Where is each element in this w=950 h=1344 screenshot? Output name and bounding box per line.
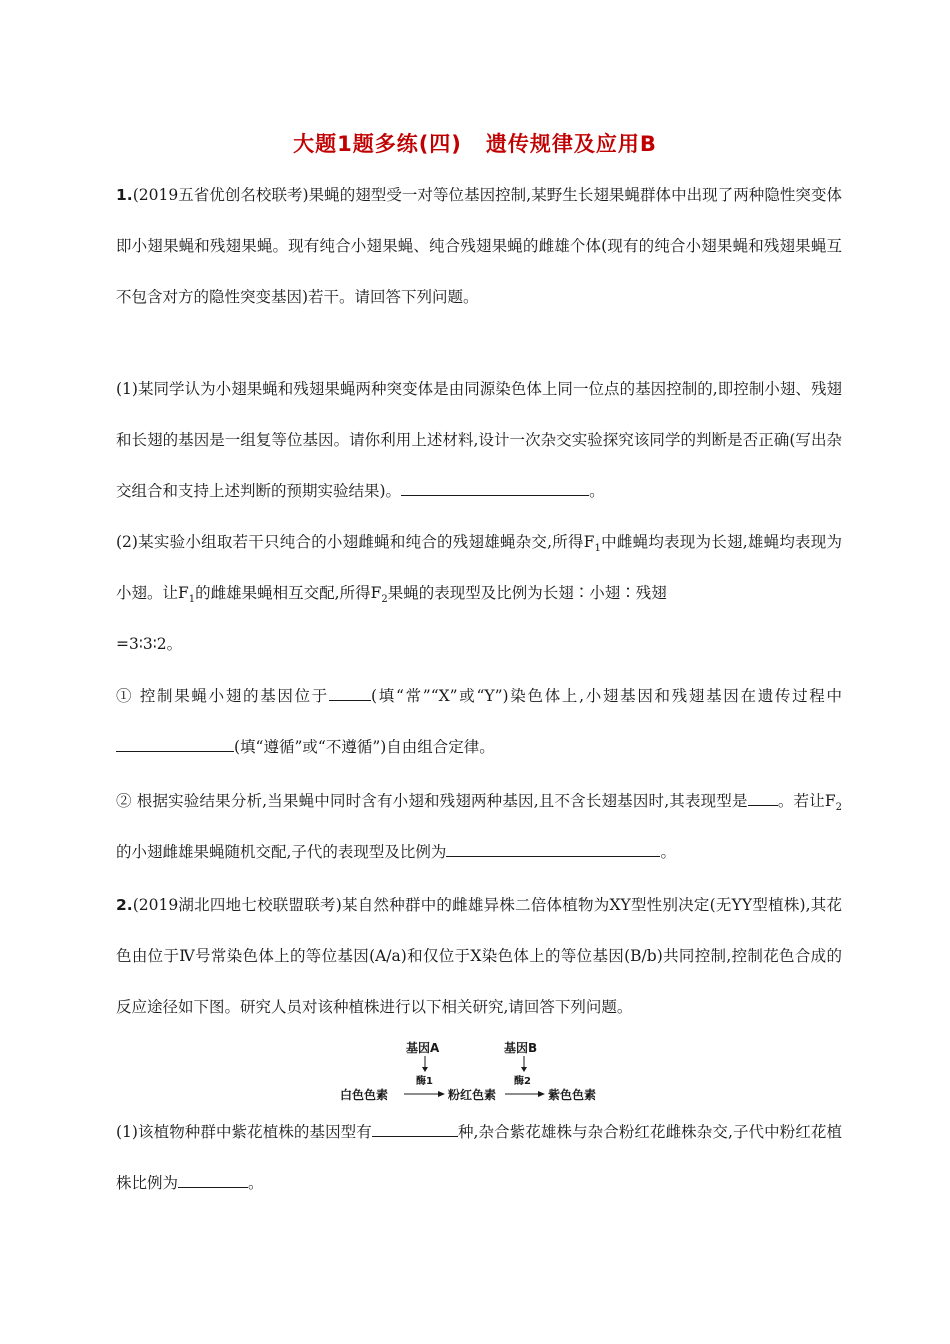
title-part2: 遗传规律及应用B <box>485 132 657 156</box>
q2-stem <box>116 880 842 1033</box>
q1-item2-text-a: ② 根据实验结果分析,当果蝇中同时含有小翅和残翅两种基因,且不含长翅基因时,其表现型是 <box>116 792 748 810</box>
q2-stem-text: (2019湖北四地七校联盟联考)某自然种群中的雌雄异株二倍体植物为XY型性别决定(无YY型植株),其花色由位于Ⅳ号常染色体上的等位基因(A/a)和仅位于X染色体上的等位基因(B/b)共同控制,控制花色合成的反应途径如下图。研究人员对该种植株进行以下相关研究,请回答下列问题。 <box>116 896 842 1016</box>
q2-sub1-text-c: 。 <box>248 1174 264 1192</box>
q2-sub1-text-a: (1)该植物种群中紫花植株的基因型有 <box>116 1123 372 1141</box>
q1-stem-text: (2019五省优创名校联考)果蝇的翅型受一对等位基因控制,某野生长翅果蝇群体中出现了两种隐性突变体即小翅果蝇和残翅果蝇。现有纯合小翅果蝇、纯合残翅果蝇的雌雄个体(现有的纯合小翅果蝇和残翅果蝇互不包含对方的隐性突变基因)若干。请回答下列问题。 <box>116 186 842 306</box>
q1-item2 <box>116 776 842 878</box>
page-title <box>0 128 950 158</box>
q2-sub1-text-b: 种,杂合紫花雄株与杂合粉红花雌株杂交,子代中粉红花植株比例为 <box>116 1123 842 1192</box>
pink-pigment-label: 粉红色素 <box>448 1088 497 1102</box>
q1-item1-text-c: (填“遵循”或“不遵循”)自由组合定律。 <box>234 738 495 756</box>
q1-item2-text-b: 。若让F <box>777 792 836 810</box>
q2-number: 2. <box>116 896 133 914</box>
phenotype-blank[interactable] <box>748 789 778 806</box>
f1-subscript: 1 <box>594 543 601 555</box>
gene-b-label: 基因B <box>504 1041 538 1055</box>
enzyme1-label: 酶1 <box>416 1076 433 1087</box>
q1-sub1-blank[interactable] <box>401 479 589 496</box>
q1-sub2-text-d: 果蝇的表现型及比例为长翅∶小翅∶残翅 <box>387 584 667 602</box>
f2-subscript: 2 <box>381 594 388 606</box>
gene-a-label: 基因A <box>406 1041 440 1055</box>
enzyme2-label: 酶2 <box>514 1076 531 1087</box>
q1-item2-text-c: 的小翅雌雄果蝇随机交配,子代的表现型及比例为 <box>116 843 447 861</box>
q1-sub1 <box>116 364 842 517</box>
pink-ratio-blank[interactable] <box>178 1171 248 1188</box>
q1-sub2-ratio: =3∶3∶2。 <box>116 635 183 653</box>
q1-item2-text-d: 。 <box>660 843 676 861</box>
title-part1: 大题1题多练(四) <box>293 132 462 156</box>
arrowhead-pink-to-purple <box>538 1091 545 1097</box>
gene-b-arrowhead <box>521 1067 527 1072</box>
white-pigment-label: 白色色素 <box>340 1088 389 1102</box>
q1-item1-text-a: ① 控制果蝇小翅的基因位于 <box>116 687 330 705</box>
arrowhead-white-to-pink <box>438 1091 445 1097</box>
gene-a-arrowhead <box>422 1067 428 1072</box>
q1-sub1-text: (1)某同学认为小翅果蝇和残翅果蝇两种突变体是由同源染色体上同一位点的基因控制的,即控制小翅、残翅和长翅的基因是一组复等位基因。请你利用上述材料,设计一次杂交实验探究该同学的判断是否正确(写出杂交组合和支持上述判断的预期实验结果)。 <box>116 380 842 500</box>
genotype-count-blank[interactable] <box>372 1120 458 1137</box>
chromosome-blank[interactable] <box>329 684 371 701</box>
law-blank[interactable] <box>116 735 234 752</box>
f1-subscript: 1 <box>188 594 196 606</box>
pigment-pathway-diagram <box>340 1040 610 1106</box>
q1-sub2-text-c: 的雌雄果蝇相互交配,所得F <box>195 584 382 602</box>
offspring-ratio-blank[interactable] <box>446 840 660 857</box>
q1-stem <box>116 170 842 323</box>
q1-item1 <box>116 671 842 773</box>
f2-subscript: 2 <box>835 802 842 814</box>
q1-sub2-text-b: 中雌蝇均表现为长翅,雄蝇均表现为小翅。让F <box>116 533 843 602</box>
q1-number: 1. <box>116 186 133 204</box>
q1-sub2-text-a: (2)某实验小组取若干只纯合的小翅雌蝇和纯合的残翅雄蝇杂交,所得F <box>116 533 595 551</box>
q1-item1-text-b: (填“常”“X”或“Y”)染色体上,小翅基因和残翅基因在遗传过程中 <box>371 687 842 705</box>
q1-sub1-end: 。 <box>589 482 605 500</box>
q1-sub2 <box>116 517 842 670</box>
q2-sub1 <box>116 1107 842 1209</box>
purple-pigment-label: 紫色色素 <box>548 1088 597 1102</box>
